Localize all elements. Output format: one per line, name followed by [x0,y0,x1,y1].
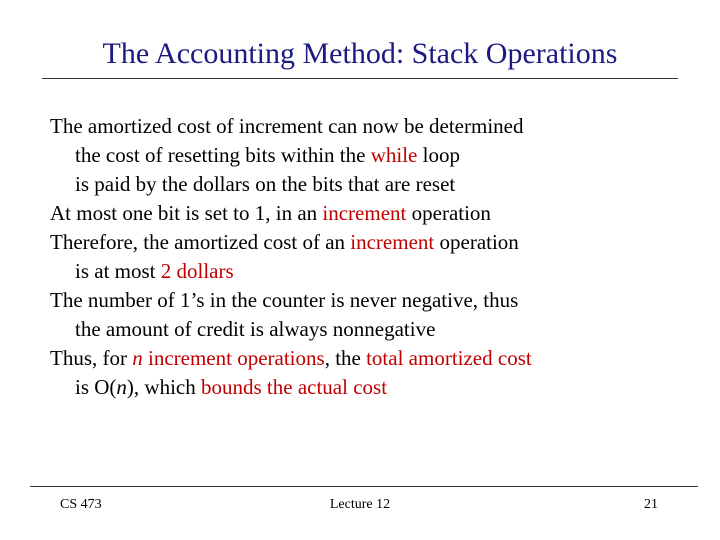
body-line-7 [50,286,690,315]
text-segment: operation [434,230,519,254]
footer-course: CS 473 [60,497,102,512]
body-line-4 [50,199,690,228]
text-segment: the amount of credit is always nonnegative [75,317,436,341]
body-line-2 [50,141,690,170]
highlight-total-amortized-cost: total amortized cost [366,346,532,370]
slide-title: The Accounting Method: Stack Operations [102,37,618,70]
highlight-two-dollars: 2 dollars [160,259,234,283]
body-line-3 [50,170,690,199]
text-segment: The amortized cost of increment can now be determined [50,114,524,138]
footer-page-number: 21 [644,497,658,512]
text-segment: is O( [75,375,117,399]
footer-divider [30,486,698,487]
text-segment: Thus, for [50,346,133,370]
text-segment: loop [417,143,460,167]
keyword-while: while [370,143,418,167]
body-line-9 [50,344,690,373]
text-segment: is paid by the dollars on the bits that are reset [75,172,456,196]
keyword-increment: increment [350,230,435,254]
title-divider [42,78,678,79]
footer-lecture: Lecture 12 [329,497,391,512]
text-segment: ), which [126,375,201,399]
keyword-increment: increment [322,201,407,225]
highlight-bounds-actual-cost: bounds the actual cost [201,375,388,399]
body-line-10 [50,373,690,402]
variable-n: n [116,375,127,399]
body-line-5 [50,228,690,257]
body-line-8 [50,315,690,344]
text-segment: At most one bit is set to 1, in an [50,201,323,225]
highlight-increment-operations: increment operations [142,346,325,370]
text-segment: the cost of resetting bits within the [75,143,371,167]
text-segment: is at most [75,259,161,283]
text-segment: The number of 1’s in the counter is never negative, thus [50,288,519,312]
slide-body [50,112,690,402]
text-segment: Therefore, the amortized cost of an [50,230,351,254]
body-line-6 [50,257,690,286]
body-line-1 [50,112,690,141]
text-segment: , the [324,346,367,370]
variable-n: n [132,346,143,370]
text-segment: operation [406,201,491,225]
